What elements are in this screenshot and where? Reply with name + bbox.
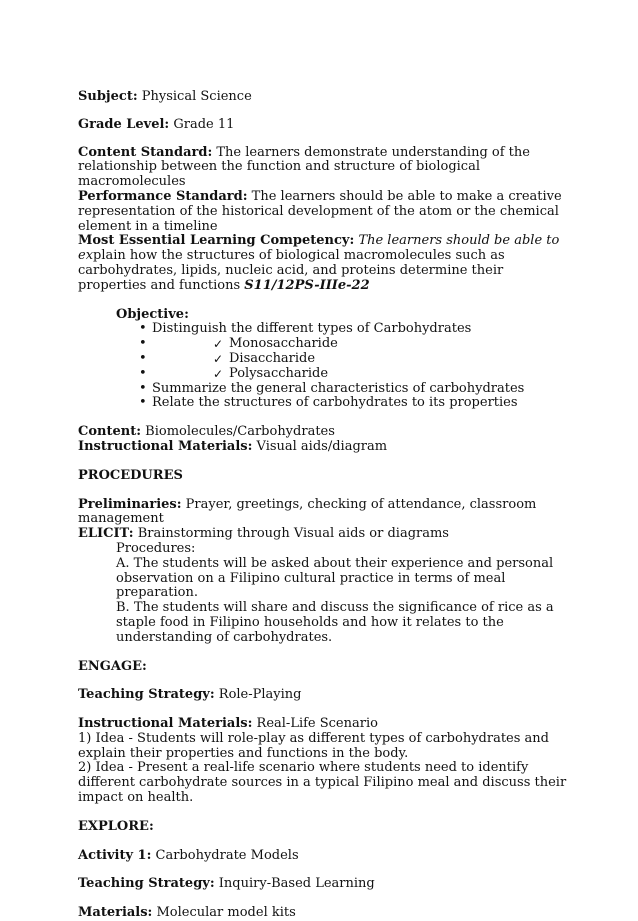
engage-strategy-value: Role-Playing [218, 687, 302, 703]
objective-section [116, 308, 568, 412]
lesson-plan [78, 90, 568, 921]
activity-line [78, 849, 568, 864]
im-value: Visual aids/diagram [256, 438, 388, 454]
performance-standard [78, 190, 568, 234]
explore-strategy-value: Inquiry-Based Learning [218, 876, 375, 892]
check-icon: • ✓ [213, 366, 224, 381]
engage-strategy-label: Teaching Strategy: [78, 687, 215, 703]
activity-label: Activity 1: [78, 847, 152, 863]
type-label: Monosaccharide [229, 336, 338, 352]
type-item [116, 367, 568, 382]
engage-idea-2: 2) Idea - Present a real-life scenario where students need to identify different carbohydrate sources in a typical Filipino meal and discuss their impact on health. [78, 760, 567, 806]
engage-idea-1: 1) Idea - Students will role-play as different types of carbohydrates and explain their properties and functions in the body. [78, 730, 549, 761]
objective-item-text: Summarize the general characteristics of carbohydrates [152, 380, 525, 396]
explore-strategy-line [78, 877, 568, 892]
objective-item-text: Distinguish the different types of Carbohydrates [152, 321, 472, 337]
melc-label: Most Essential Learning Competency: [78, 233, 355, 249]
materials-label: Materials: [78, 905, 153, 921]
engage-im-line [78, 717, 568, 732]
grade-value: Grade 11 [173, 116, 235, 132]
melc-italic: The learners should be able to ex [78, 233, 560, 264]
materials-value: Molecular model kits [156, 905, 296, 921]
elicit-label: ELICIT: [78, 526, 134, 542]
melc-value: plain how the structures of biological macromolecules such as carbohydrates, lipids, nucleic acid, and proteins determine their properties and functions [78, 248, 505, 293]
explore-strategy-label: Teaching Strategy: [78, 876, 215, 892]
carbohydrate-types-list [116, 337, 568, 381]
engage-heading: ENGAGE: [78, 658, 147, 674]
content-standard-value: The learners demonstrate understanding of the relationship between the function and structure of biological macromolecules [78, 144, 530, 190]
procedure-a: A. The students will be asked about their experience and personal observation on a Filipino cultural practice in terms of meal preparation. [116, 555, 554, 601]
procedures-sub-label: Procedures: [116, 540, 196, 556]
procedure-b: B. The students will share and discuss the significance of rice as a staple food in Filipino households and how it relates to the understanding of carbohydrates. [116, 600, 554, 645]
content-standard [78, 146, 568, 190]
content-label: Content: [78, 424, 142, 440]
explore-heading: EXPLORE: [78, 818, 154, 834]
type-label: Polysaccharide [229, 365, 329, 381]
preliminaries-value: Prayer, greetings, checking of attendance, classroom management [78, 496, 537, 527]
instructional-materials-line [78, 440, 568, 455]
performance-standard-value: The learners should be able to make a creative representation of the historical development of the atom or the chemical element in a timeline [78, 188, 562, 234]
activity-value: Carbohydrate Models [155, 847, 299, 863]
elicit-line [78, 527, 568, 542]
objective-label: Objective: [116, 306, 189, 322]
objective-list [116, 322, 568, 411]
elicit-procedures [116, 542, 568, 646]
performance-standard-label: Performance Standard: [78, 188, 248, 204]
melc-code: S11/12PS-IIIe-22 [244, 277, 370, 293]
grade-line [78, 118, 568, 133]
im-label: Instructional Materials: [78, 438, 253, 454]
preliminaries-label: Preliminaries: [78, 496, 182, 512]
materials-line [78, 906, 568, 921]
preliminaries-line [78, 498, 568, 528]
content-line [78, 425, 568, 440]
type-label: Disaccharide [229, 350, 316, 366]
objective-item [116, 396, 568, 411]
procedures-heading: PROCEDURES [78, 467, 183, 483]
melc [78, 234, 568, 293]
content-standard-label: Content Standard: [78, 144, 213, 160]
check-icon: • ✓ [213, 351, 224, 366]
engage-im-value: Real-Life Scenario [256, 716, 378, 732]
objective-item-text: Relate the structures of carbohydrates to its properties [152, 395, 518, 411]
content-value: Biomolecules/Carbohydrates [145, 424, 335, 440]
elicit-value: Brainstorming through Visual aids or diagrams [137, 526, 449, 542]
engage-strategy-line [78, 688, 568, 703]
type-item [116, 337, 568, 352]
subject-label: Subject: [78, 89, 138, 104]
grade-label: Grade Level: [78, 116, 170, 132]
engage-im-label: Instructional Materials: [78, 716, 253, 732]
type-item [116, 352, 568, 367]
subject-line [78, 90, 568, 105]
check-icon: • ✓ [213, 337, 224, 352]
objective-item [116, 382, 568, 397]
objective-item [116, 322, 568, 381]
subject-value: Physical Science [141, 89, 252, 104]
